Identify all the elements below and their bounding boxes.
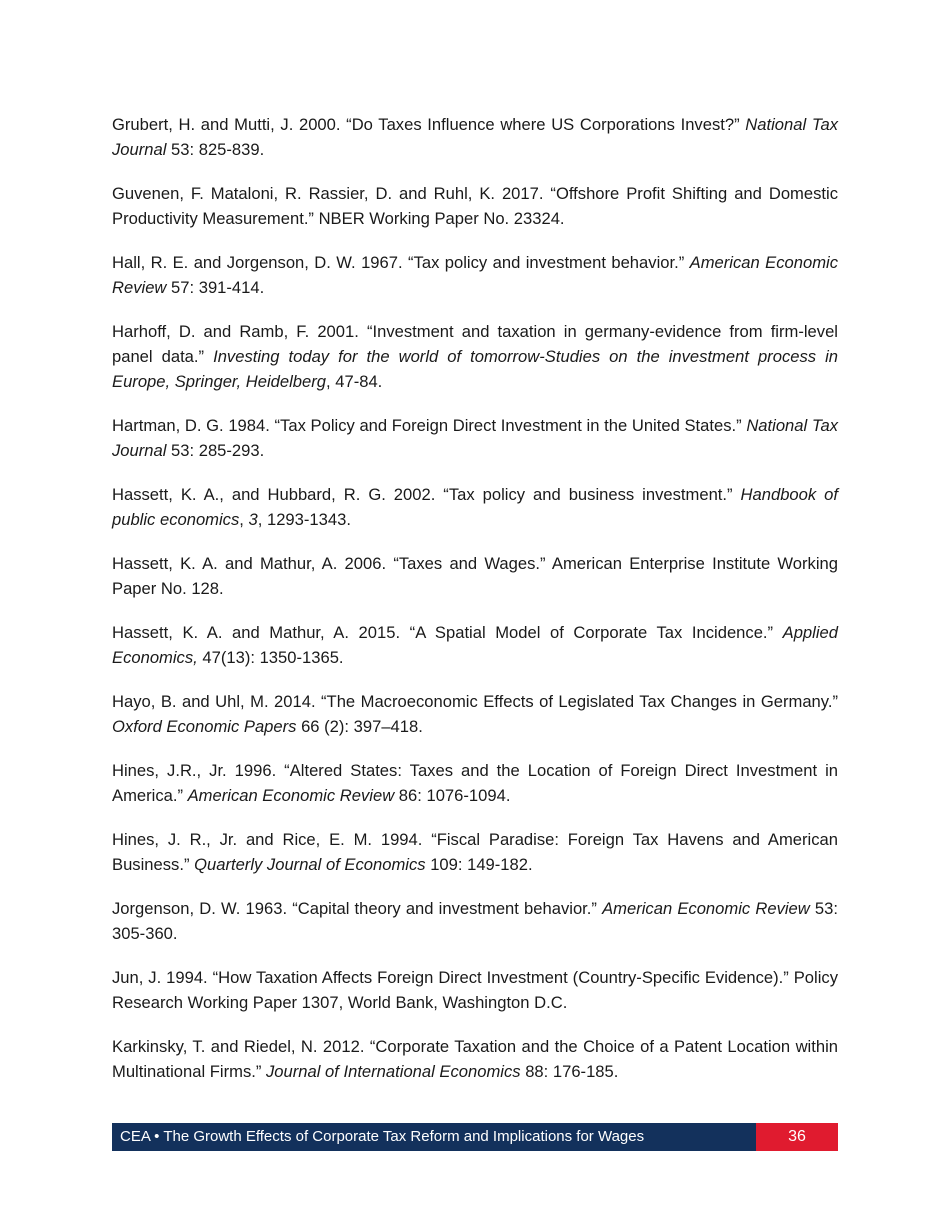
reference-entry: Hassett, K. A. and Mathur, A. 2015. “A Spatial Model of Corporate Tax Incidence.” Applied Economics, 47(13): 1350-1365.	[112, 623, 838, 667]
reference-entry: Guvenen, F. Mataloni, R. Rassier, D. and Ruhl, K. 2017. “Offshore Profit Shifting and Domestic Productivity Measurement.” NBER Working Paper No. 23324.	[112, 184, 838, 228]
reference-entry: Harhoff, D. and Ramb, F. 2001. “Investment and taxation in germany-evidence from firm-level panel data.” Investing today for the world of tomorrow-Studies on the investment process in Europe, Springer, Heidelberg, 47-84.	[112, 322, 838, 391]
reference-entry: Karkinsky, T. and Riedel, N. 2012. “Corporate Taxation and the Choice of a Patent Location within Multinational Firms.” Journal of International Economics 88: 176-185.	[112, 1037, 838, 1081]
reference-entry: Hall, R. E. and Jorgenson, D. W. 1967. “Tax policy and investment behavior.” American Economic Review 57: 391-414.	[112, 253, 838, 297]
reference-list	[112, 112, 838, 1103]
reference-entry: Hines, J. R., Jr. and Rice, E. M. 1994. “Fiscal Paradise: Foreign Tax Havens and American Business.” Quarterly Journal of Economics 109: 149-182.	[112, 830, 838, 874]
reference-entry: Hayo, B. and Uhl, M. 2014. “The Macroeconomic Effects of Legislated Tax Changes in Germany.” Oxford Economic Papers 66 (2): 397–418.	[112, 692, 838, 736]
reference-entry: Jorgenson, D. W. 1963. “Capital theory and investment behavior.” American Economic Review 53: 305-360.	[112, 899, 838, 943]
reference-entry: Jun, J. 1994. “How Taxation Affects Foreign Direct Investment (Country-Specific Evidence).” Policy Research Working Paper 1307, World Bank, Washington D.C.	[112, 968, 838, 1012]
page-footer	[112, 1123, 838, 1151]
reference-entry: Hartman, D. G. 1984. “Tax Policy and Foreign Direct Investment in the United States.” National Tax Journal 53: 285-293.	[112, 416, 838, 460]
footer-title: CEA • The Growth Effects of Corporate Tax Reform and Implications for Wages	[112, 1123, 756, 1151]
page-number: 36	[756, 1123, 838, 1151]
reference-entry: Hines, J.R., Jr. 1996. “Altered States: Taxes and the Location of Foreign Direct Investment in America.” American Economic Review 86: 1076-1094.	[112, 761, 838, 805]
reference-entry: Hassett, K. A., and Hubbard, R. G. 2002. “Tax policy and business investment.” Handbook of public economics, 3, 1293-1343.	[112, 485, 838, 529]
reference-entry: Hassett, K. A. and Mathur, A. 2006. “Taxes and Wages.” American Enterprise Institute Working Paper No. 128.	[112, 554, 838, 598]
reference-entry: Grubert, H. and Mutti, J. 2000. “Do Taxes Influence where US Corporations Invest?” National Tax Journal 53: 825-839.	[112, 115, 838, 159]
